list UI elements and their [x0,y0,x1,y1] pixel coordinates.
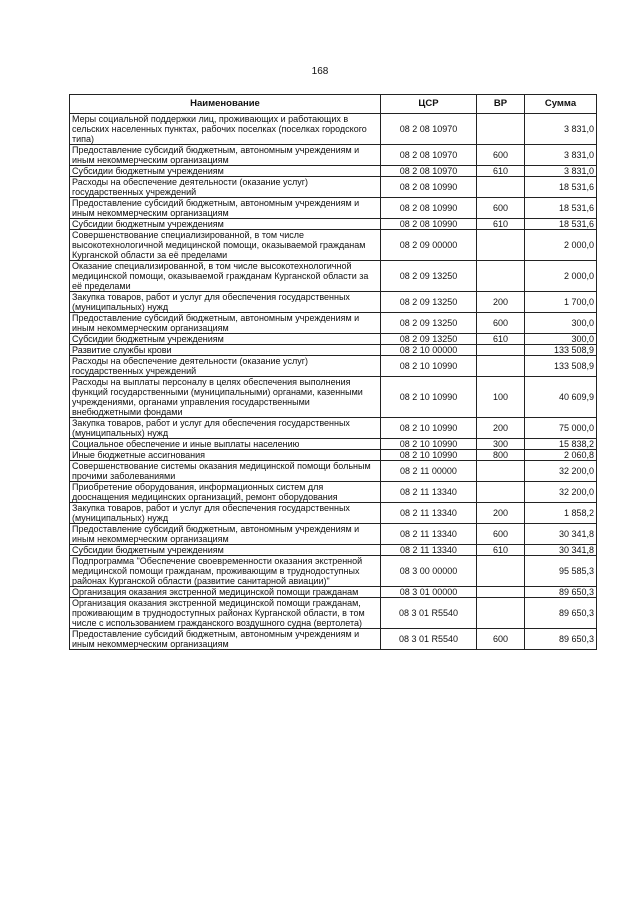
cell-name: Организация оказания экстренной медицинской помощи гражданам, проживающим в труднодоступных районах Курганской области, в том числе с использованием гражданского воздушного судна (вертолета) [70,598,381,629]
cell-sum: 3 831,0 [525,166,597,177]
cell-vr [477,230,525,261]
header-code: ЦСР [381,95,477,114]
table-row [70,114,597,145]
cell-vr [477,114,525,145]
cell-vr: 600 [477,524,525,545]
cell-name: Расходы на обеспечение деятельности (оказание услуг) государственных учреждений [70,356,381,377]
table-row [70,545,597,556]
table-row [70,556,597,587]
table-row [70,439,597,450]
cell-sum: 89 650,3 [525,629,597,650]
table-row [70,166,597,177]
table-row [70,230,597,261]
table-row [70,345,597,356]
cell-name: Субсидии бюджетным учреждениям [70,219,381,230]
cell-name: Субсидии бюджетным учреждениям [70,334,381,345]
cell-vr [477,356,525,377]
cell-code: 08 2 11 13340 [381,482,477,503]
table-row [70,598,597,629]
cell-name: Социальное обеспечение и иные выплаты населению [70,439,381,450]
cell-name: Закупка товаров, работ и услуг для обеспечения государственных (муниципальных) нужд [70,418,381,439]
cell-code: 08 2 08 10970 [381,166,477,177]
cell-sum: 18 531,6 [525,198,597,219]
cell-sum: 30 341,8 [525,524,597,545]
cell-vr: 610 [477,334,525,345]
cell-name: Закупка товаров, работ и услуг для обеспечения государственных (муниципальных) нужд [70,292,381,313]
cell-sum: 18 531,6 [525,177,597,198]
table-row [70,461,597,482]
cell-code: 08 2 11 13340 [381,524,477,545]
table-row [70,198,597,219]
cell-vr: 300 [477,439,525,450]
cell-code: 08 2 09 13250 [381,292,477,313]
cell-vr: 200 [477,503,525,524]
cell-code: 08 2 10 00000 [381,345,477,356]
cell-code: 08 3 01 00000 [381,587,477,598]
cell-vr [477,598,525,629]
table-row [70,177,597,198]
cell-vr [477,345,525,356]
cell-name: Совершенствование специализированной, в том числе высокотехнологичной медицинской помощи, оказываемой гражданам Курганской области за её пределами [70,230,381,261]
cell-name: Субсидии бюджетным учреждениям [70,166,381,177]
cell-vr: 200 [477,292,525,313]
cell-sum: 2 060,8 [525,450,597,461]
cell-sum: 3 831,0 [525,145,597,166]
cell-name: Меры социальной поддержки лиц, проживающих и работающих в сельских населенных пунктах, рабочих поселках (поселках городского типа) [70,114,381,145]
cell-sum: 89 650,3 [525,587,597,598]
cell-vr [477,261,525,292]
cell-vr [477,556,525,587]
cell-code: 08 2 08 10970 [381,114,477,145]
cell-code: 08 2 11 13340 [381,503,477,524]
cell-vr: 610 [477,219,525,230]
cell-code: 08 2 11 00000 [381,461,477,482]
table-row [70,261,597,292]
cell-sum: 75 000,0 [525,418,597,439]
cell-name: Подпрограмма "Обеспечение своевременности оказания экстренной медицинской помощи гражданам, проживающим в труднодоступных районах Курганской области (развитие санитарной авиации)" [70,556,381,587]
cell-code: 08 2 10 10990 [381,439,477,450]
cell-code: 08 2 08 10990 [381,219,477,230]
cell-sum: 2 000,0 [525,261,597,292]
cell-vr: 600 [477,198,525,219]
table-row [70,292,597,313]
cell-code: 08 3 01 R5540 [381,629,477,650]
cell-vr [477,461,525,482]
table-row [70,334,597,345]
cell-sum: 1 700,0 [525,292,597,313]
table-row [70,450,597,461]
cell-name: Развитие службы крови [70,345,381,356]
cell-vr: 800 [477,450,525,461]
page-number: 168 [311,66,329,77]
table-row [70,482,597,503]
table-row [70,629,597,650]
cell-vr: 100 [477,377,525,418]
cell-code: 08 3 00 00000 [381,556,477,587]
cell-sum: 40 609,9 [525,377,597,418]
cell-sum: 300,0 [525,334,597,345]
cell-code: 08 2 09 13250 [381,334,477,345]
table-row [70,356,597,377]
table-row [70,145,597,166]
cell-vr [477,482,525,503]
cell-code: 08 2 10 10990 [381,418,477,439]
cell-name: Организация оказания экстренной медицинской помощи гражданам [70,587,381,598]
cell-code: 08 2 09 13250 [381,261,477,292]
cell-vr: 600 [477,313,525,334]
cell-vr: 200 [477,418,525,439]
cell-sum: 2 000,0 [525,230,597,261]
cell-name: Предоставление субсидий бюджетным, автономным учреждениям и иным некоммерческим организациям [70,313,381,334]
cell-name: Иные бюджетные ассигнования [70,450,381,461]
cell-code: 08 2 10 10990 [381,450,477,461]
table-row [70,418,597,439]
cell-sum: 95 585,3 [525,556,597,587]
cell-name: Предоставление субсидий бюджетным, автономным учреждениям и иным некоммерческим организациям [70,629,381,650]
cell-vr: 600 [477,629,525,650]
cell-vr [477,177,525,198]
cell-sum: 133 508,9 [525,356,597,377]
cell-code: 08 3 01 R5540 [381,598,477,629]
cell-name: Расходы на выплаты персоналу в целях обеспечения выполнения функций государственными (муниципальными) органами, казенными учреждениями, органами управления государственными внебюджетными фондами [70,377,381,418]
cell-vr: 610 [477,545,525,556]
table-row [70,587,597,598]
cell-sum: 32 200,0 [525,461,597,482]
cell-code: 08 2 09 00000 [381,230,477,261]
cell-name: Предоставление субсидий бюджетным, автономным учреждениям и иным некоммерческим организациям [70,145,381,166]
cell-name: Оказание специализированной, в том числе высокотехнологичной медицинской помощи, оказываемой гражданам Курганской области за её пределами [70,261,381,292]
cell-code: 08 2 08 10990 [381,177,477,198]
cell-name: Закупка товаров, работ и услуг для обеспечения государственных (муниципальных) нужд [70,503,381,524]
cell-vr: 600 [477,145,525,166]
cell-sum: 89 650,3 [525,598,597,629]
cell-name: Приобретение оборудования, информационных систем для дооснащения медицинских организаций, ремонт оборудования [70,482,381,503]
cell-sum: 15 838,2 [525,439,597,450]
cell-sum: 1 858,2 [525,503,597,524]
cell-sum: 18 531,6 [525,219,597,230]
header-vr: ВР [477,95,525,114]
cell-code: 08 2 08 10990 [381,198,477,219]
cell-code: 08 2 10 10990 [381,356,477,377]
cell-sum: 133 508,9 [525,345,597,356]
cell-sum: 32 200,0 [525,482,597,503]
table-row [70,503,597,524]
cell-name: Совершенствование системы оказания медицинской помощи больным прочими заболеваниями [70,461,381,482]
table-row [70,524,597,545]
budget-table [69,94,597,650]
cell-sum: 300,0 [525,313,597,334]
cell-code: 08 2 08 10970 [381,145,477,166]
cell-vr: 610 [477,166,525,177]
header-name: Наименование [70,95,381,114]
cell-name: Расходы на обеспечение деятельности (оказание услуг) государственных учреждений [70,177,381,198]
cell-vr [477,587,525,598]
cell-code: 08 2 11 13340 [381,545,477,556]
cell-name: Предоставление субсидий бюджетным, автономным учреждениям и иным некоммерческим организациям [70,198,381,219]
cell-name: Субсидии бюджетным учреждениям [70,545,381,556]
cell-code: 08 2 10 10990 [381,377,477,418]
table-body [70,114,597,650]
cell-sum: 3 831,0 [525,114,597,145]
table-header-row [70,95,597,114]
cell-sum: 30 341,8 [525,545,597,556]
table-row [70,377,597,418]
header-sum: Сумма [525,95,597,114]
table-row [70,313,597,334]
cell-name: Предоставление субсидий бюджетным, автономным учреждениям и иным некоммерческим организациям [70,524,381,545]
cell-code: 08 2 09 13250 [381,313,477,334]
table-row [70,219,597,230]
